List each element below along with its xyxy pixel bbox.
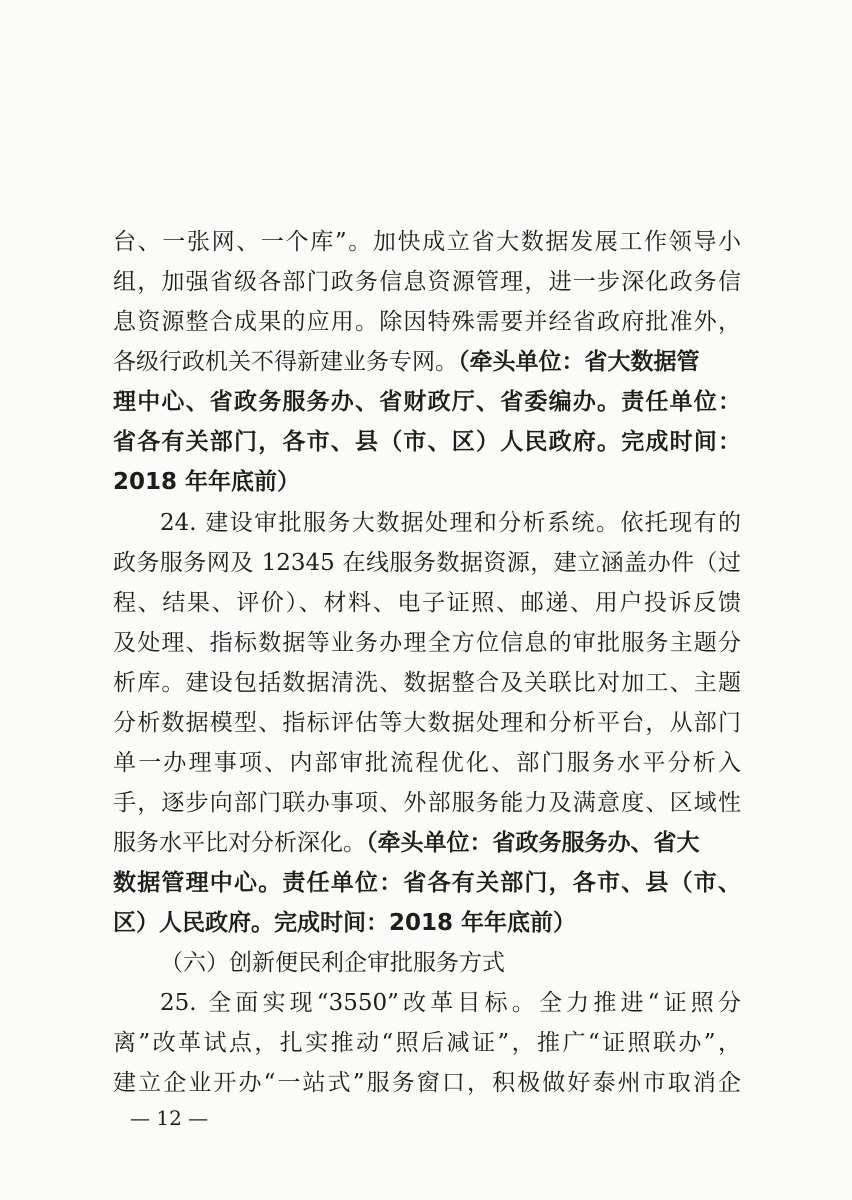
page-number: — 12 — (130, 1106, 209, 1130)
text-line: 息资源整合成果的应用。除因特殊需要并经省政府批准外， (113, 309, 741, 335)
text-segment: 各级行政机关不得新建业务专网。 (113, 349, 458, 375)
bold-text-segment: （牵头单位：省大数据管 (458, 349, 700, 375)
text-line: 手，逐步向部门联办事项、外部服务能力及满意度、区域性 (113, 790, 741, 816)
text-line: 组，加强省级各部门政务信息资源管理，进一步深化政务信 (113, 269, 741, 295)
text-segment: 服务水平比对分析深化。 (113, 830, 366, 856)
section-heading: （六）创新便民利企审批服务方式 (160, 950, 505, 976)
text-line: 理中心、省政务服务办、省财政厅、省委编办。责任单位： (113, 389, 741, 415)
paragraph-start-line: 24. 建设审批服务大数据处理和分析系统。依托现有的 (160, 510, 741, 536)
text-line (113, 344, 741, 380)
text-line: 政务服务网及 12345 在线服务数据资源，建立涵盖办件（过 (113, 550, 741, 576)
text-line: 分析数据模型、指标评估等大数据处理和分析平台，从部门 (113, 710, 741, 736)
bold-text-segment: （牵头单位：省政务服务办、省大 (366, 830, 700, 856)
text-line: 离”改革试点，扎实推动“照后减证”，推广“证照联办”， (113, 1030, 741, 1056)
text-line: 数据管理中心。责任单位：省各有关部门，各市、县（市、 (113, 870, 741, 896)
text-line: 建立企业开办“一站式”服务窗口，积极做好泰州市取消企 (113, 1070, 741, 1096)
text-line: 及处理、指标数据等业务办理全方位信息的审批服务主题分 (113, 630, 741, 656)
text-line: 单一办理事项、内部审批流程优化、部门服务水平分析入 (113, 750, 741, 776)
text-line: 台、一张网、一个库”。加快成立省大数据发展工作领导小 (113, 229, 741, 255)
text-line: 省各有关部门，各市、县（市、区）人民政府。完成时间： (113, 429, 741, 455)
text-line: 析库。建设包括数据清洗、数据整合及关联比对加工、主题 (113, 670, 741, 696)
text-line: 区）人民政府。完成时间：2018 年年底前） (113, 910, 577, 936)
text-line: 2018 年年底前） (113, 469, 301, 495)
paragraph-start-line: 25. 全面实现“3550”改革目标。全力推进“证照分 (160, 990, 741, 1016)
text-line (113, 825, 741, 861)
text-line: 程、结果、评价）、材料、电子证照、邮递、用户投诉反馈 (113, 590, 741, 616)
